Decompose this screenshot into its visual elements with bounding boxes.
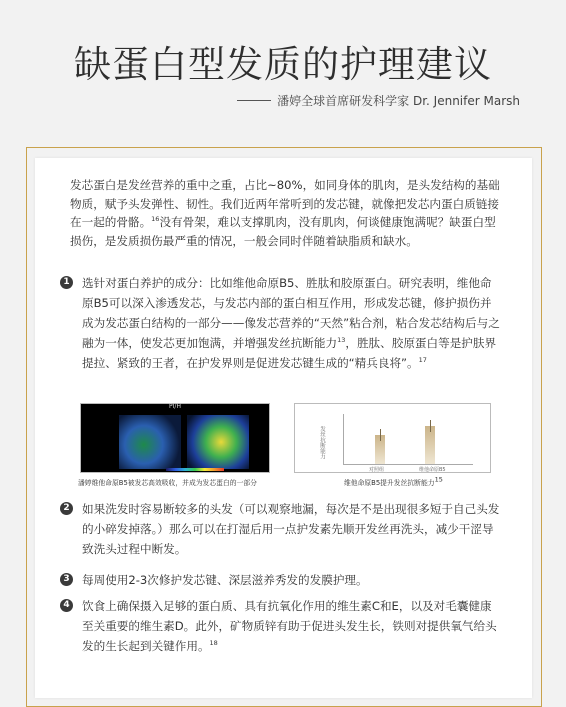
byline-dash xyxy=(237,100,271,101)
microscopy-image-left xyxy=(119,415,181,469)
ref-13: 13 xyxy=(337,336,346,345)
tip-item-4 xyxy=(60,596,500,656)
tip-text-4 xyxy=(82,596,500,656)
intro-text-a: 发芯蛋白是发丝营养的重中之重，占比~80%，如同身体的肌肉，是头发结构的基础物质，赋予头发弹性、韧性。我们近两年常听到的发芯键，就像把发芯内蛋白质链接在一起的骨骼。 xyxy=(70,178,500,229)
chart-x-tick-2: 维他命原B5 xyxy=(419,467,446,473)
chart-caption xyxy=(344,477,443,487)
tip-item-2 xyxy=(60,499,500,559)
number-badge-3: 3 xyxy=(60,573,73,586)
microscopy-figure xyxy=(80,403,270,473)
chart-x-axis xyxy=(343,464,473,465)
chart-error-bar-1 xyxy=(380,429,381,441)
chart-y-label: 发丝抗断能力 xyxy=(319,426,325,459)
tip-item-1 xyxy=(60,273,500,373)
tip-1-text-a: 选针对蛋白养护的成分：比如维他命原B5、胜肽和胶原蛋白。研究表明，维他命原B5可以深入渗透发芯，与发芯内部的蛋白相互作用，形成发芯键，修护损伤并成为发芯蛋白结构的一部分——像发芯营养的“天然”粘合剂，粘合发芯结构后与之融为一体，使发芯更加饱满，并增强发丝抗断能力 xyxy=(82,276,500,350)
ref-16: 16 xyxy=(151,215,160,224)
color-scale-bar xyxy=(166,468,224,471)
microscopy-panel-title: PI/H xyxy=(169,403,181,410)
chart-y-axis xyxy=(343,414,344,464)
ref-18: 18 xyxy=(209,639,218,648)
intro-text-b: 没有骨架，难以支撑肌肉，没有肌肉，何谈健康饱满呢？缺蛋白型损伤，是发质损伤最严重的情况，一般会同时伴随着缺脂质和缺水。 xyxy=(70,215,496,248)
tip-text-2: 如果洗发时容易断较多的头发（可以观察地漏，每次是不是出现很多短于自己头发的小碎发掉落。）那么可以在打湿后用一点护发素先顺开发丝再洗头，减少干涩导致洗头过程中断发。 xyxy=(82,502,500,556)
microscopy-caption: 潘婷维他命原B5被发芯高效吸收，并成为发芯蛋白的一部分 xyxy=(78,479,257,487)
ref-17: 17 xyxy=(418,356,427,365)
number-badge-1: 1 xyxy=(60,276,73,289)
tip-text-1 xyxy=(82,273,500,373)
bar-chart xyxy=(294,403,491,473)
tip-text-3: 每周使用2-3次修护发芯键、深层滋养秀发的发膜护理。 xyxy=(82,573,368,587)
chart-caption-text: 维他命原B5提升发丝抗断能力 xyxy=(344,479,435,487)
number-badge-2: 2 xyxy=(60,502,73,515)
chart-x-tick-1: 对照组 xyxy=(369,467,385,473)
number-badge-4: 4 xyxy=(60,599,73,612)
intro-paragraph xyxy=(70,176,502,250)
tip-4-text: 饮食上确保摄入足够的蛋白质、具有抗氧化作用的维生素C和E，以及对毛囊健康至关重要的维生素D。此外，矿物质锌有助于促进头发生长，铁则对提供氧气给头发的生长起到关键作用。 xyxy=(82,599,497,653)
byline-text: 潘婷全球首席研发科学家 Dr. Jennifer Marsh xyxy=(277,94,520,108)
tip-1-text-b: ，胜肽、胶原蛋白等是护肤界提拉、紧致的王者，在护发界则是促进发芯键生成的“精兵良将”。 xyxy=(82,336,497,370)
page-title: 缺蛋白型发质的护理建议 xyxy=(74,43,492,86)
chart-error-bar-2 xyxy=(430,420,431,432)
tip-item-3 xyxy=(60,570,500,590)
microscopy-image-right xyxy=(187,415,249,469)
ref-15: 15 xyxy=(434,475,443,484)
author-byline xyxy=(237,92,520,109)
